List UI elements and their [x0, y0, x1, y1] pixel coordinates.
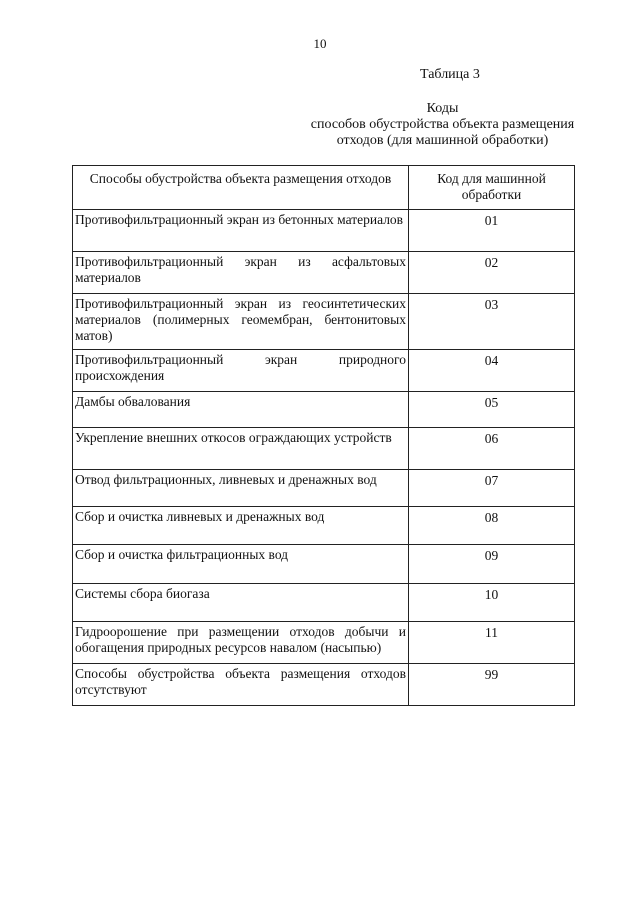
- column-header-method: Способы обустройства объекта размещения отходов: [73, 166, 409, 210]
- caption-line: отходов (для машинной обработки): [336, 133, 549, 148]
- method-cell: Сбор и очистка фильтрационных вод: [73, 545, 409, 584]
- table-header-row: [73, 166, 575, 210]
- code-cell: 02: [409, 252, 575, 294]
- code-cell: 03: [409, 294, 575, 350]
- code-cell: 05: [409, 392, 575, 428]
- method-cell: Отвод фильтрационных, ливневых и дренажных вод: [73, 470, 409, 507]
- code-cell: 01: [409, 210, 575, 252]
- method-cell: Противофильтрационный экран из бетонных материалов: [73, 210, 409, 252]
- method-cell: Системы сбора биогаза: [73, 584, 409, 622]
- table-row: [73, 350, 575, 392]
- caption-line: способов обустройства объекта размещения: [310, 117, 575, 132]
- table-row: [73, 294, 575, 350]
- method-cell: Гидроорошение при размещении отходов добычи и обогащения природных ресурсов навалом (насыпью): [73, 622, 409, 664]
- method-cell: Противофильтрационный экран из асфальтовых материалов: [73, 252, 409, 294]
- code-cell: 06: [409, 428, 575, 470]
- code-cell: 99: [409, 664, 575, 706]
- method-cell: Дамбы обвалования: [73, 392, 409, 428]
- table-row: [73, 210, 575, 252]
- page-number: 10: [313, 36, 327, 51]
- table-caption: [300, 101, 585, 149]
- method-cell: Противофильтрационный экран природного происхождения: [73, 350, 409, 392]
- table-row: [73, 392, 575, 428]
- table-row: [73, 507, 575, 545]
- method-cell: Противофильтрационный экран из геосинтетических материалов (полимерных геомембран, бентонитовых матов): [73, 294, 409, 350]
- code-cell: 04: [409, 350, 575, 392]
- code-cell: 09: [409, 545, 575, 584]
- table-row: [73, 584, 575, 622]
- table-row: [73, 428, 575, 470]
- code-cell: 10: [409, 584, 575, 622]
- code-cell: 07: [409, 470, 575, 507]
- method-cell: Способы обустройства объекта размещения отходов отсутствуют: [73, 664, 409, 706]
- table-row: [73, 622, 575, 664]
- table-row: [73, 545, 575, 584]
- table-label: Таблица 3: [420, 67, 480, 82]
- method-cell: Укрепление внешних откосов ограждающих устройств: [73, 428, 409, 470]
- code-cell: 08: [409, 507, 575, 545]
- caption-line: Коды: [426, 101, 459, 116]
- table-row: [73, 664, 575, 706]
- method-cell: Сбор и очистка ливневых и дренажных вод: [73, 507, 409, 545]
- column-header-code: Код для машинной обработки: [409, 166, 575, 210]
- table-row: [73, 252, 575, 294]
- codes-table: [72, 165, 575, 706]
- table-row: [73, 470, 575, 507]
- code-cell: 11: [409, 622, 575, 664]
